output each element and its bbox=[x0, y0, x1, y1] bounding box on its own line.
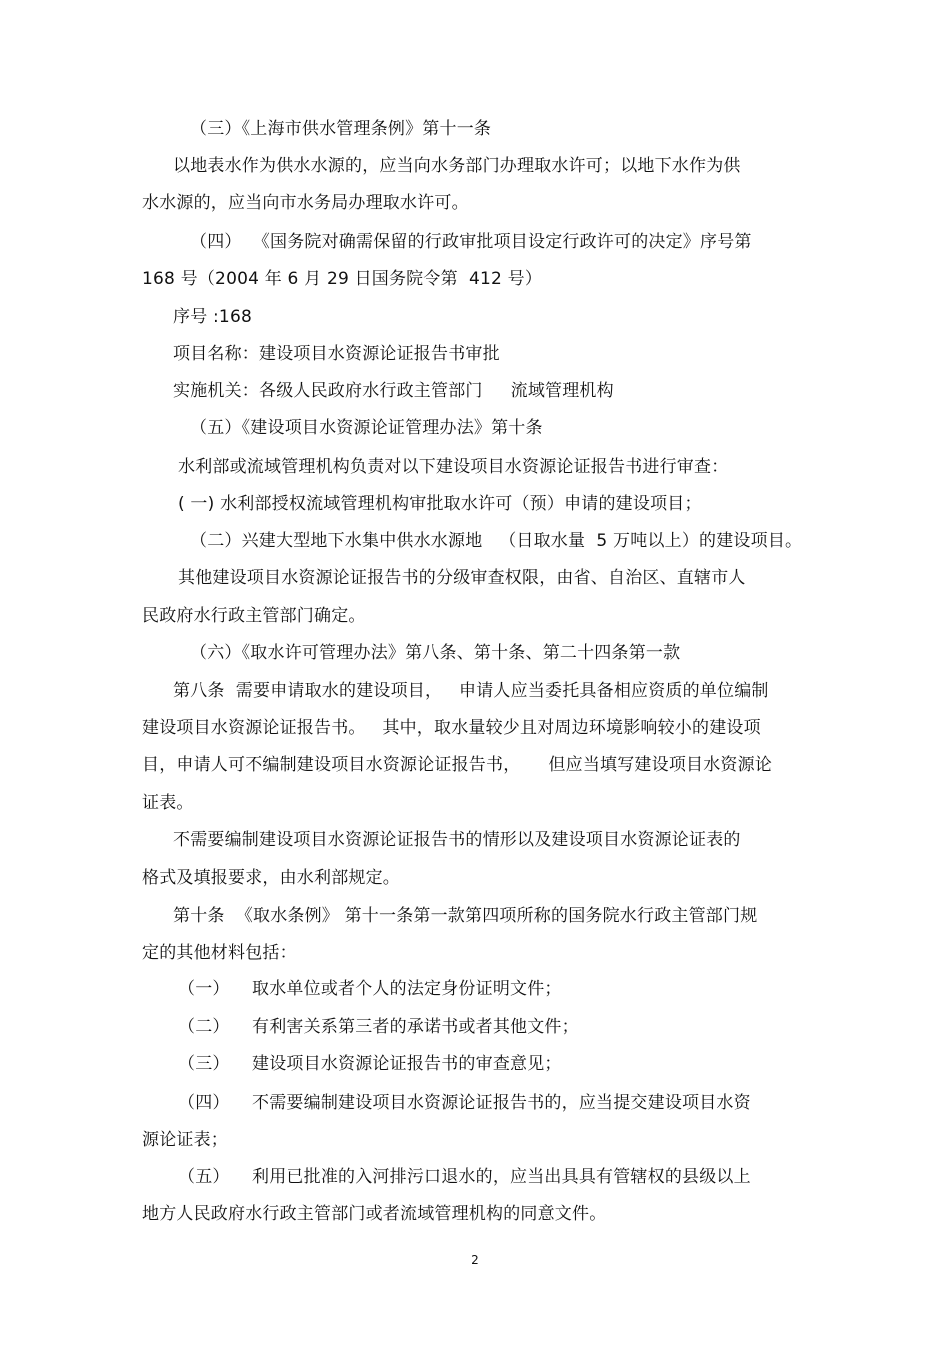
text-line: （一） 取水单位或者个人的法定身份证明文件； bbox=[178, 979, 562, 999]
text-line: （二） 有利害关系第三者的承诺书或者其他文件； bbox=[178, 1017, 579, 1037]
text-line: ( 一) 水利部授权流域管理机构审批取水许可（预）申请的建设项目； bbox=[178, 494, 702, 514]
text-line: （四） 《国务院对确需保留的行政审批项目设定行政许可的决定》序号第 bbox=[190, 232, 752, 252]
text-line: （五） 利用已批准的入河排污口退水的，应当出具具有管辖权的县级以上 bbox=[178, 1167, 751, 1187]
text-line: 水水源的，应当向市水务局办理取水许可。 bbox=[142, 193, 469, 213]
text-line: 源论证表； bbox=[142, 1130, 228, 1150]
text-line: 不需要编制建设项目水资源论证报告书的情形以及建设项目水资源论证表的 bbox=[173, 830, 741, 850]
text-line: （五）《建设项目水资源论证管理办法》第十条 bbox=[190, 418, 543, 438]
text-line: 第十条 《取水条例》 第十一条第一款第四项所称的国务院水行政主管部门规 bbox=[173, 906, 758, 926]
text-line: 序号 :168 bbox=[173, 307, 252, 327]
text-line: 第八条 需要申请取水的建设项目， 申请人应当委托具备相应资质的单位编制 bbox=[173, 681, 769, 701]
text-line: 格式及填报要求，由水利部规定。 bbox=[142, 868, 400, 888]
text-line: （四） 不需要编制建设项目水资源论证报告书的，应当提交建设项目水资 bbox=[178, 1093, 751, 1113]
text-line: 其他建设项目水资源论证报告书的分级审查权限，由省、自治区、直辖市人 bbox=[178, 568, 746, 588]
text-line: 证表。 bbox=[142, 793, 194, 813]
text-line: （三）《上海市供水管理条例》第十一条 bbox=[190, 119, 492, 139]
text-line: 168 号（2004 年 6 月 29 日国务院令第 412 号） bbox=[142, 269, 543, 289]
text-line: （六）《取水许可管理办法》第八条、第十条、第二十四条第一款 bbox=[190, 643, 681, 663]
text-line: 目，申请人可不编制建设项目水资源论证报告书， 但应当填写建设项目水资源论 bbox=[142, 755, 773, 775]
text-line: （三） 建设项目水资源论证报告书的审查意见； bbox=[178, 1054, 562, 1074]
text-line: 项目名称：建设项目水资源论证报告书审批 bbox=[173, 344, 500, 364]
text-line: 定的其他材料包括： bbox=[142, 943, 297, 963]
text-line: 水利部或流域管理机构负责对以下建设项目水资源论证报告书进行审查： bbox=[178, 457, 729, 477]
text-line: 以地表水作为供水水源的，应当向水务部门办理取水许可；以地下水作为供 bbox=[173, 156, 741, 176]
page-number: 2 bbox=[471, 1253, 479, 1267]
text-line: 民政府水行政主管部门确定。 bbox=[142, 606, 366, 626]
text-line: 实施机关：各级人民政府水行政主管部门 流域管理机构 bbox=[173, 381, 614, 401]
text-line: 建设项目水资源论证报告书。 其中，取水量较少且对周边环境影响较小的建设项 bbox=[142, 718, 761, 738]
text-line: 地方人民政府水行政主管部门或者流域管理机构的同意文件。 bbox=[142, 1204, 607, 1224]
text-line: （二）兴建大型地下水集中供水水源地 （日取水量 5 万吨以上）的建设项目。 bbox=[190, 531, 803, 551]
